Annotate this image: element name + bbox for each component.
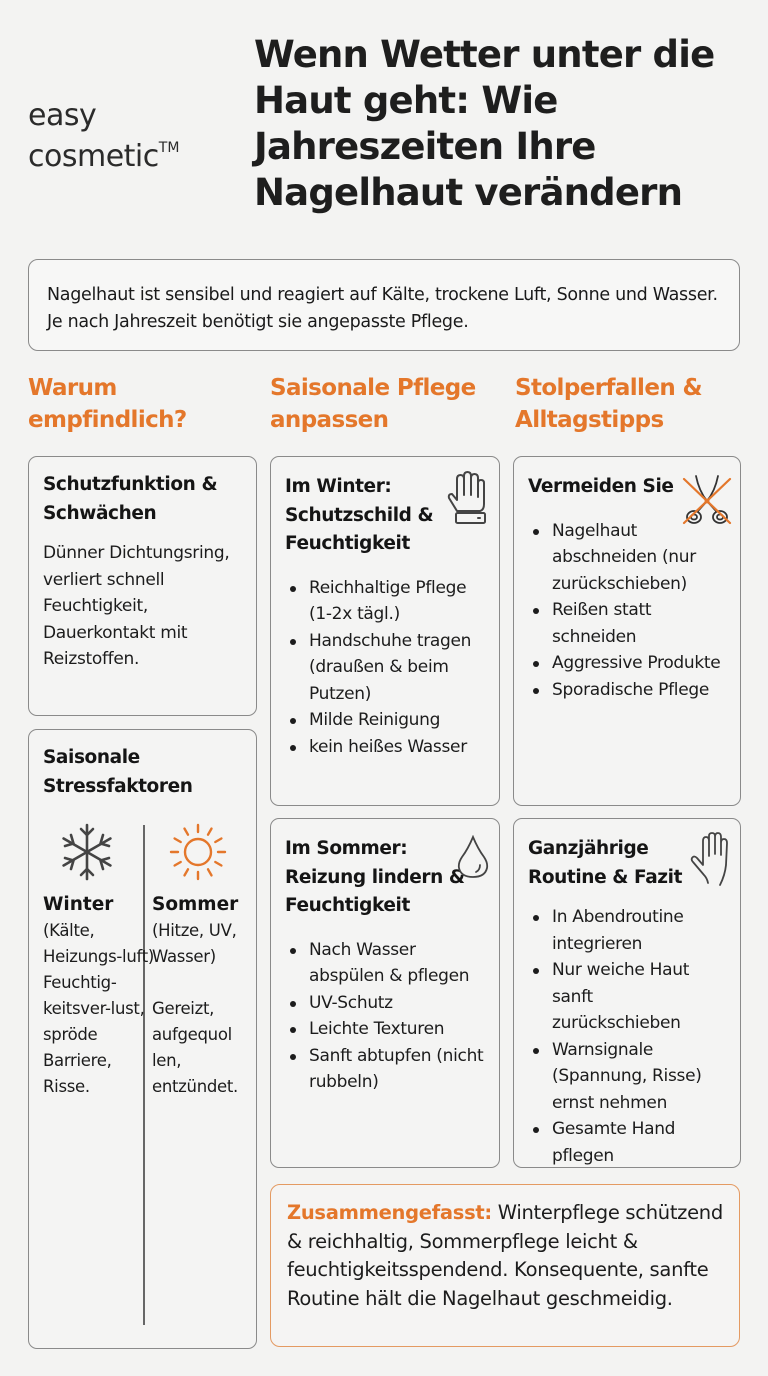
list-item: UV-Schutz (285, 990, 485, 1017)
card-routine (513, 818, 741, 1168)
card-protection (28, 456, 257, 716)
list-item: Sporadische Pflege (528, 677, 726, 704)
sun-icon (168, 822, 228, 882)
list-item: Warnsignale (Spannung, Risse) ernst nehmen (528, 1037, 726, 1117)
brand-line-1: easy (28, 98, 97, 133)
summary-box (270, 1184, 740, 1347)
summer-label: Sommer (152, 894, 239, 915)
list-item: Leichte Texturen (285, 1016, 485, 1043)
list-item: Handschuhe tragen (draußen & beim Putzen) (285, 628, 485, 708)
brand-logo (28, 100, 179, 173)
summer-effects: Gereizt, aufgequol len, entzündet. (152, 999, 238, 1096)
list-item: Gesamte Hand pflegen (528, 1116, 726, 1169)
trademark: TM (158, 140, 180, 156)
card-summer-care (270, 818, 500, 1168)
card-title: Schutzfunktion & Schwächen (43, 474, 218, 524)
list-item: Nach Wasser abspülen & pflegen (285, 937, 485, 990)
list-item: Milde Reinigung (285, 707, 485, 734)
column-heading-pitfalls: Stolperfallen & Alltagstipps (515, 375, 702, 433)
winter-column (43, 822, 155, 1100)
card-seasonal-stress (28, 729, 257, 1349)
routine-list (528, 904, 726, 1169)
snowflake-icon (57, 822, 117, 882)
hand-icon (690, 831, 732, 887)
winter-care-list (285, 575, 485, 761)
column-heading-why: Warum empfindlich? (28, 375, 187, 433)
card-title: Im Sommer: Reizung lindern & Feuchtigkeit (285, 838, 465, 916)
summer-care-list (285, 937, 485, 1096)
card-title: Saisonale Stressfaktoren (43, 747, 193, 797)
list-item: Nagelhaut abschneiden (nur zurückschieben) (528, 518, 726, 598)
card-body: Dünner Dichtungsring, verliert schnell Feuchtigkeit, Dauerkontakt mit Reizstoffen. (43, 543, 230, 669)
page-title: Wenn Wetter unter die Haut geht: Wie Jahreszeiten Ihre Nagelhaut verändern (254, 33, 715, 214)
intro-box: Nagelhaut ist sensibel und reagiert auf Kälte, trockene Luft, Sonne und Wasser. Je nach Jahreszeit benötigt sie angepasste Pflege. (28, 259, 740, 351)
list-item: Sanft abtupfen (nicht rubbeln) (285, 1043, 485, 1096)
list-item: kein heißes Wasser (285, 734, 485, 761)
summary-text: Winterpflege schützend & reichhaltig, Sommerpflege leicht & feuchtigkeitsspendend. Konsequente, sanfte Routine hält die Nagelhaut geschmeidig. (287, 1201, 723, 1310)
list-item: Aggressive Produkte (528, 650, 726, 677)
list-item: Reichhaltige Pflege (1-2x tägl.) (285, 575, 485, 628)
avoid-list (528, 518, 726, 704)
list-item: In Abendroutine integrieren (528, 904, 726, 957)
card-winter-care (270, 456, 500, 806)
winter-causes: (Kälte, Heizungs-luft) (43, 921, 155, 966)
summary-label: Zusammengefasst: (287, 1201, 492, 1224)
list-item: Reißen statt schneiden (528, 597, 726, 650)
card-avoid (513, 456, 741, 806)
glove-icon (447, 471, 489, 527)
summer-column (152, 822, 252, 1100)
brand-line-2: cosmetic (28, 139, 159, 174)
summer-causes: (Hitze, UV, Wasser) (152, 921, 237, 966)
card-title: Im Winter: Schutzschild & Feuchtigkeit (285, 476, 434, 554)
card-title: Vermeiden Sie (528, 476, 674, 497)
water-drop-icon (457, 835, 489, 879)
list-item: Nur weiche Haut sanft zurückschieben (528, 957, 726, 1037)
winter-effects: Feuchtig-keitsver-lust, spröde Barriere, Risse. (43, 973, 145, 1096)
card-title: Ganzjährige Routine & Fazit (528, 838, 683, 888)
winter-label: Winter (43, 894, 114, 915)
column-heading-seasonal-care: Saisonale Pflege anpassen (270, 375, 476, 433)
